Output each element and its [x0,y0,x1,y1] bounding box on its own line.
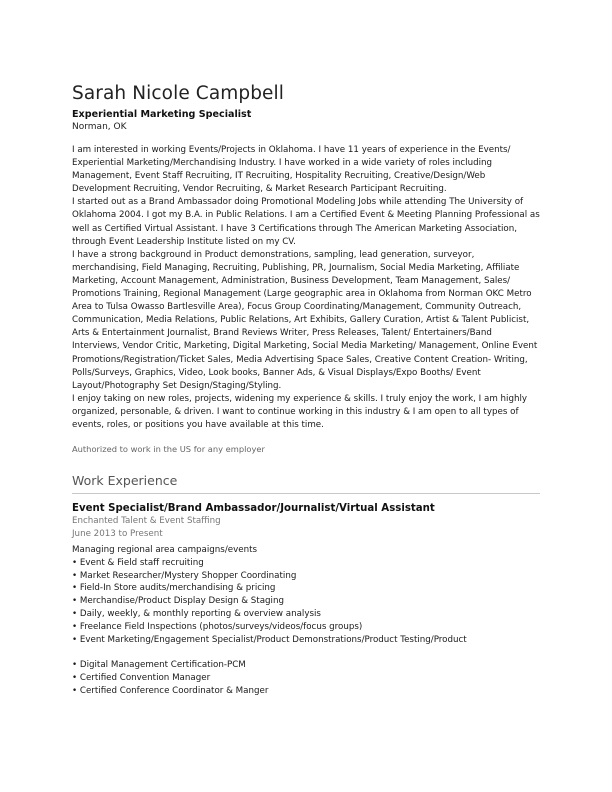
job-title: Event Specialist/Brand Ambassador/Journalist/Virtual Assistant [72,503,435,515]
job-bullet: • Freelance Field Inspections (photos/surveys/videos/focus groups) [72,621,363,632]
work-authorization: Authorized to work in the US for any employer [72,444,265,455]
summary-paragraph: I am interested in working Events/Projects in Oklahoma. I have 11 years of experience in the Events/ Experiential Marketing/Merchandising Industry. I have worked in a wide variety of roles including Management, Event Staff Recruiting, IT Recruiting, Hospitality Recruiting, Creative/Design/Web Development Recruiting, Vendor Recruiting, & Market Research Participant Recruiting. [72,145,511,195]
job-entry [72,502,540,698]
summary [72,144,540,432]
summary-paragraph: I have a strong background in Product demonstrations, sampling, lead generation, surveyor, merchandising, Field Managing, Recruiting, Publishing, PR, Journalism, Social Media Marketing, Affiliate Marketing, Account Management, Administration, Business Development, Team Management, Sales/ Promotions Training, Regional Management (Large geographic area in Oklahoma from Norman OKC Metro Area to Tulsa Owasso Bartlesville Area), Focus Group Coordinating/Management, Community Outreach, Communication, Media Relations, Public Relations, Art Exhibits, Gallery Curation, Artist & Talent Publicist, Arts & Entertainment Journalist, Brand Reviews Writer, Press Releases, Talent/ Entertainers/Band Interviews, Vendor Critic, Marketing, Digital Marketing, Social Media Marketing/ Management, Online Event Promotions/Registration/Ticket Sales, Media Advertising Space Sales, Creative Content Creation- Writing, Polls/Surveys, Graphics, Video, Look books, Banner Ads, & Visual Displays/Expo Booths/ Event Layout/Photography Set Design/Staging/Styling. [72,249,538,391]
section-title-work-experience: Work Experience [72,473,540,494]
certification-bullet: • Certified Convention Manager [72,673,211,684]
summary-paragraph: I enjoy taking on new roles, projects, widening my experience & skills. I truly enjoy the work, I am highly organized, personable, & driven. I want to continue working in this industry & I am open to all types of events, roles, or positions you have available at this time. [72,393,528,430]
location: Norman, OK [72,122,127,132]
candidate-name: Sarah Nicole Campbell [72,83,285,104]
job-dates: June 2013 to Present [72,528,163,539]
job-bullet: • Event & Field staff recruiting [72,557,204,568]
job-bullet: • Merchandise/Product Display Design & Staging [72,596,284,607]
company-name: Enchanted Talent & Event Staffing [72,516,221,527]
summary-paragraph: I started out as a Brand Ambassador doing Promotional Modeling Jobs while attending The University of Oklahoma 2004. I got my B.A. in Public Relations. I am a Certified Event & Meeting Planning Professional as well as Certified Virtual Assistant. I have 3 Certifications through The American Marketing Association, through Event Leadership Institute listed on my CV. [72,197,540,247]
headline: Experiential Marketing Specialist [72,109,252,120]
certification-bullet: • Certified Conference Coordinator & Manger [72,685,269,696]
certification-bullet: • Digital Management Certification-PCM [72,660,246,671]
job-bullet: • Field-In Store audits/merchandising & pricing [72,583,276,594]
job-intro: Managing regional area campaigns/events [72,545,258,556]
job-bullet: • Daily, weekly, & monthly reporting & overview analysis [72,609,321,620]
job-bullet: • Event Marketing/Engagement Specialist/Product Demonstrations/Product Testing/Product [72,634,467,645]
job-description [72,544,540,698]
resume-page [72,82,540,698]
job-bullet: • Market Researcher/Mystery Shopper Coordinating [72,570,297,581]
spacer [72,646,540,659]
